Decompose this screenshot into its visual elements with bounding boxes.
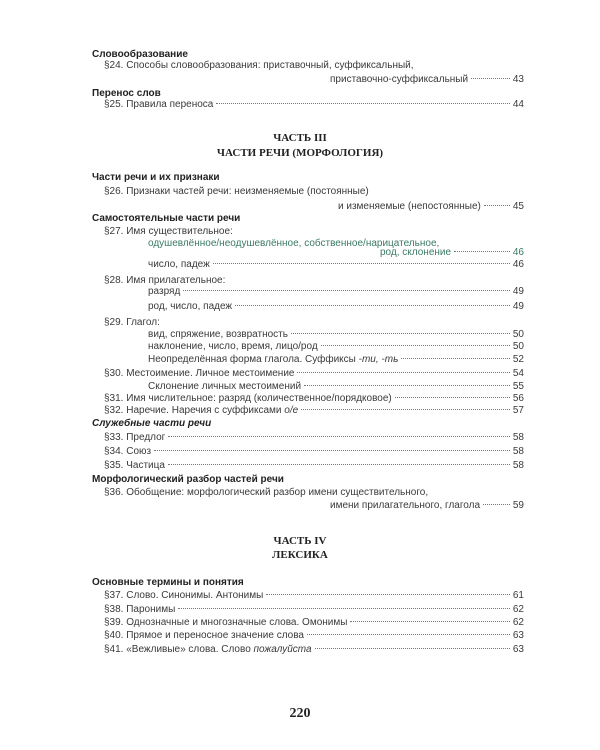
leader-dots <box>315 648 510 649</box>
section-heading: Служебные части речи <box>92 418 212 429</box>
page-ref: 49 <box>512 286 524 297</box>
page-ref: 57 <box>512 405 524 416</box>
entry-text: §31. Имя числительное: разряд (количественное/порядковое) <box>104 393 392 404</box>
section-heading: Перенос слов <box>92 88 161 99</box>
leader-dots <box>304 385 510 386</box>
entry-text: Склонение личных местоимений <box>148 381 302 392</box>
page-ref: 46 <box>512 247 524 258</box>
leader-dots <box>183 290 510 291</box>
page-ref: 45 <box>512 201 524 212</box>
entry-text: §29. Глагол: <box>104 317 160 328</box>
entry-text: §39. Однозначные и многозначные слова. Омонимы <box>104 617 348 628</box>
entry-text: приставочно-суффиксальный <box>330 74 469 85</box>
toc-entry[interactable] <box>104 446 524 460</box>
toc-entry[interactable] <box>104 460 524 474</box>
toc-entry <box>104 487 524 501</box>
entry-text: род, склонение <box>380 247 452 258</box>
page-ref: 52 <box>512 354 524 365</box>
part-subtitle: ЛЕКСИКА <box>272 549 328 561</box>
entry-text: и изменяемые (непостоянные) <box>338 201 481 212</box>
part-title: ЧАСТЬ III <box>273 132 327 144</box>
toc-entry[interactable] <box>148 301 524 315</box>
page-number: 220 <box>289 706 311 721</box>
leader-dots <box>454 251 510 252</box>
toc-entry[interactable] <box>104 590 524 604</box>
page-ref: 63 <box>512 644 524 655</box>
entry-text: §41. «Вежливые» слова. Слово пожалуйста <box>104 644 312 655</box>
section-heading: Морфологический разбор частей речи <box>92 474 284 485</box>
toc-entry[interactable] <box>104 99 524 113</box>
leader-dots <box>168 464 510 465</box>
leader-dots <box>213 263 510 264</box>
page-ref: 50 <box>512 341 524 352</box>
page-ref: 49 <box>512 301 524 312</box>
toc-entry[interactable] <box>148 354 524 368</box>
entry-text: §34. Союз <box>104 446 152 457</box>
entry-text: §26. Признаки частей речи: неизменяемые (постоянные) <box>104 186 369 197</box>
page-ref: 46 <box>512 259 524 270</box>
leader-dots <box>395 397 510 398</box>
entry-text: §27. Имя существительное: <box>104 226 233 237</box>
entry-text: имени прилагательного, глагола <box>330 500 480 511</box>
entry-text: наклонение, число, время, лицо/род <box>148 341 318 352</box>
page-ref: 62 <box>512 617 524 628</box>
entry-text: §28. Имя прилагательное: <box>104 275 226 286</box>
part-subtitle: ЧАСТИ РЕЧИ (МОРФОЛОГИЯ) <box>216 147 384 159</box>
entry-text: число, падеж <box>148 259 210 270</box>
entry-text: §24. Способы словообразования: приставочный, суффиксальный, <box>104 60 414 71</box>
toc-entry[interactable] <box>104 604 524 618</box>
leader-dots <box>301 409 510 410</box>
toc-entry[interactable] <box>104 405 524 419</box>
toc-entry[interactable] <box>338 201 524 215</box>
toc-entry <box>104 186 524 200</box>
leader-dots <box>297 372 509 373</box>
toc-entry[interactable] <box>148 259 524 273</box>
leader-dots <box>178 608 510 609</box>
entry-text: §33. Предлог <box>104 432 166 443</box>
section-heading: Самостоятельные части речи <box>92 213 241 224</box>
section-heading: Основные термины и понятия <box>92 577 244 588</box>
leader-dots <box>291 333 510 334</box>
page-ref: 44 <box>512 99 524 110</box>
leader-dots <box>154 450 510 451</box>
entry-text: род, число, падеж <box>148 301 233 312</box>
entry-text: вид, спряжение, возвратность <box>148 329 288 340</box>
toc-entry[interactable] <box>330 500 524 514</box>
leader-dots <box>484 205 510 206</box>
toc-entry[interactable] <box>104 630 524 644</box>
entry-text: §36. Обобщение: морфологический разбор имени существительного, <box>104 487 429 498</box>
part-title: ЧАСТЬ IV <box>273 535 327 547</box>
entry-text: §40. Прямое и переносное значение слова <box>104 630 304 641</box>
entry-text: §25. Правила переноса <box>104 99 214 110</box>
entry-text: разряд <box>148 286 181 297</box>
page-ref: 58 <box>512 460 524 471</box>
leader-dots <box>168 436 510 437</box>
toc-entry[interactable] <box>104 644 524 658</box>
toc-entry[interactable] <box>148 341 524 355</box>
section-heading: Части речи и их признаки <box>92 172 220 183</box>
leader-dots <box>321 345 510 346</box>
page-ref: 58 <box>512 446 524 457</box>
toc-entry <box>104 60 524 74</box>
page-ref: 59 <box>512 500 524 511</box>
entry-text: Неопределённая форма глагола. Суффиксы -ти, -ть <box>148 354 399 365</box>
page-ref: 55 <box>512 381 524 392</box>
page-ref: 56 <box>512 393 524 404</box>
entry-text: §30. Местоимение. Личное местоимение <box>104 368 295 379</box>
leader-dots <box>266 594 510 595</box>
page-ref: 63 <box>512 630 524 641</box>
entry-text: §32. Наречие. Наречия с суффиксами о/е <box>104 405 299 416</box>
leader-dots <box>235 305 510 306</box>
page-ref: 43 <box>512 74 524 85</box>
leader-dots <box>471 78 510 79</box>
page-ref: 62 <box>512 604 524 615</box>
entry-text: §38. Паронимы <box>104 604 176 615</box>
leader-dots <box>350 621 509 622</box>
leader-dots <box>483 504 510 505</box>
leader-dots <box>216 103 510 104</box>
toc-entry[interactable] <box>104 368 524 382</box>
entry-text: §35. Частица <box>104 460 165 471</box>
leader-dots <box>307 634 510 635</box>
page-ref: 54 <box>512 368 524 379</box>
leader-dots <box>401 358 510 359</box>
entry-text: одушевлённое/неодушевлённое, собственное/нарицательное, <box>148 238 440 249</box>
entry-text: §37. Слово. Синонимы. Антонимы <box>104 590 264 601</box>
section-heading: Словообразование <box>92 49 188 60</box>
page-ref: 50 <box>512 329 524 340</box>
toc-entry[interactable] <box>104 617 524 631</box>
toc-entry[interactable] <box>330 74 524 88</box>
toc-entry[interactable] <box>148 286 524 300</box>
page-ref: 61 <box>512 590 524 601</box>
toc-entry[interactable] <box>104 432 524 446</box>
page-ref: 58 <box>512 432 524 443</box>
